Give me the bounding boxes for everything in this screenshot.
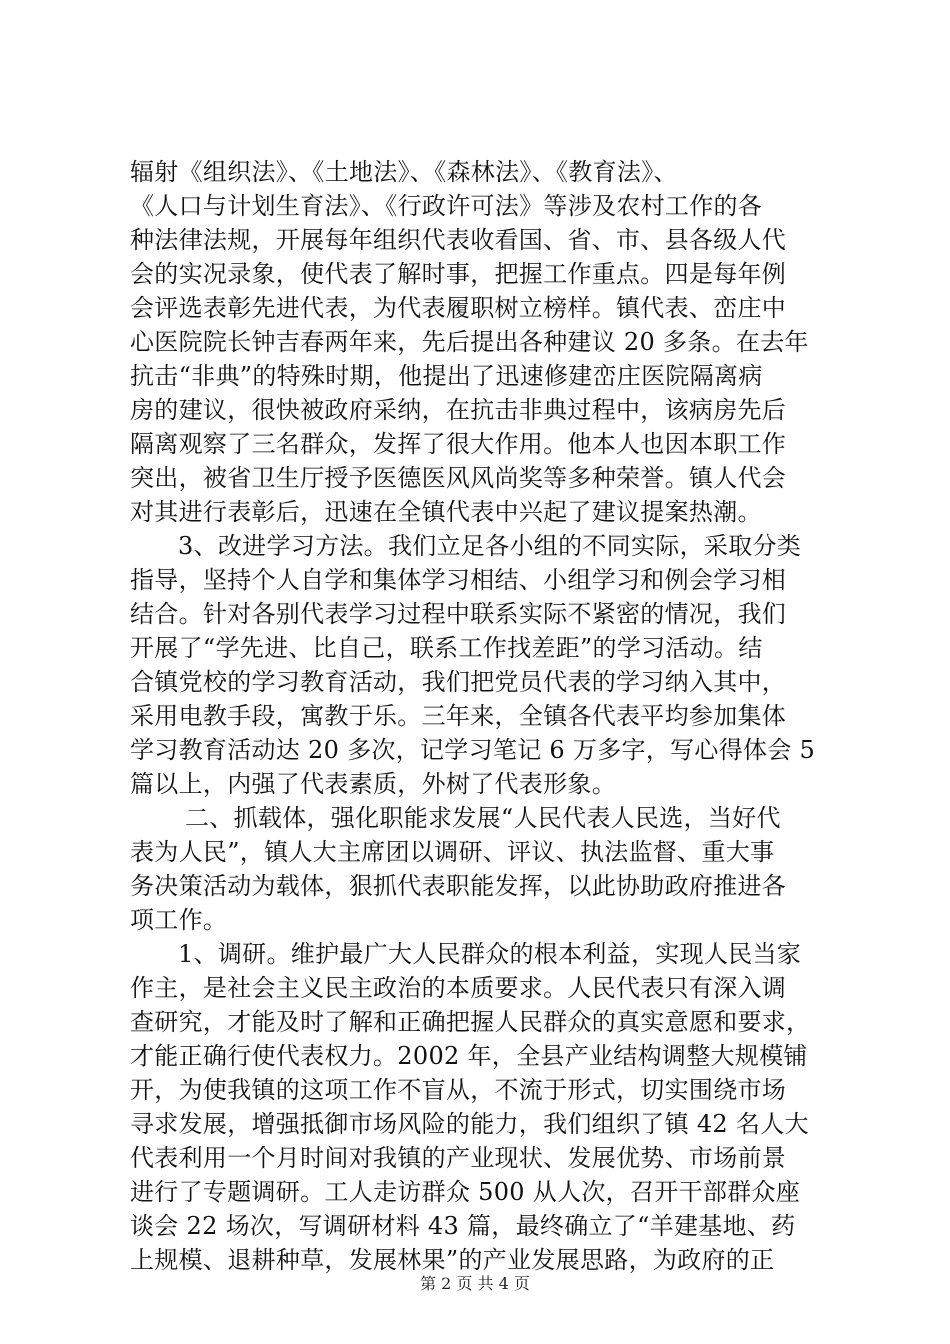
body-text-line: 隔离观察了三名群众，发挥了很大作用。他本人也因本职工作 (130, 430, 787, 458)
body-text-line: 进行了专题调研。工人走访群众 500 从人次，召开干部群众座 (130, 1178, 801, 1206)
body-text-line: 突出，被省卫生厅授予医德医风风尚奖等多种荣誉。镇人代会 (130, 464, 787, 492)
body-text-line: 会的实况录象，使代表了解时事，把握工作重点。四是每年例 (130, 260, 787, 288)
body-text-line: 代表利用一个月时间对我镇的产业现状、发展优势、市场前景 (130, 1144, 787, 1172)
page-number-footer: 第 2 页 共 4 页 (420, 1274, 530, 1293)
body-text-line: 学习教育活动达 20 多次，记学习笔记 6 万多字，写心得体会 5 (130, 736, 816, 764)
body-text-line: 表为人民”，镇人大主席团以调研、评议、执法监督、重大事 (130, 838, 775, 866)
body-text-line: 抗击“非典”的特殊时期，他提出了迅速修建峦庄医院隔离病 (130, 362, 763, 390)
body-text-line: 结合。针对各别代表学习过程中联系实际不紧密的情况，我们 (130, 600, 787, 628)
body-text-line: 种法律法规，开展每年组织代表收看国、省、市、县各级人代 (130, 226, 787, 254)
body-text-line: 辐射《组织法》、《土地法》、《森林法》、《教育法》、 (130, 158, 678, 186)
body-text-line: 谈会 22 场次，写调研材料 43 篇，最终确立了“羊建基地、药 (130, 1212, 796, 1240)
body-text-line: 房的建议，很快被政府采纳，在抗击非典过程中，该病房先后 (130, 396, 787, 424)
body-text-line: 采用电教手段，寓教于乐。三年来，全镇各代表平均参加集体 (130, 702, 787, 730)
body-text-line: 篇以上，内强了代表素质，外树了代表形象。 (130, 770, 616, 798)
body-text-line: 作主，是社会主义民主政治的本质要求。人民代表只有深入调 (130, 974, 787, 1002)
body-text-line: 开，为使我镇的这项工作不盲从，不流于形式，切实围绕市场 (130, 1076, 787, 1104)
body-text-line: 指导，坚持个人自学和集体学习相结、小组学习和例会学习相 (130, 566, 787, 594)
body-text-line: 务决策活动为载体，狠抓代表职能发挥，以此协助政府推进各 (130, 872, 787, 900)
paragraph-first-line: 1、调研。维护最广大人民群众的根本利益，实现人民当家 (178, 940, 802, 968)
body-text-line: 上规模、退耕种草，发展林果”的产业发展思路，为政府的正 (130, 1246, 775, 1274)
body-text-line: 项工作。 (130, 906, 228, 934)
body-text-line: 查研究，才能及时了解和正确把握人民群众的真实意愿和要求， (130, 1008, 811, 1036)
body-text-line: 心医院院长钟吉春两年来，先后提出各种建议 20 多条。在去年 (130, 328, 809, 356)
body-text-line: 对其进行表彰后，迅速在全镇代表中兴起了建议提案热潮。 (130, 498, 762, 526)
body-text-line: 《人口与计划生育法》、《行政许可法》等涉及农村工作的各 (130, 192, 763, 220)
paragraph-first-line: 3、改进学习方法。我们立足各小组的不同实际，采取分类 (178, 532, 802, 560)
section-heading-line: 二、抓载体，强化职能求发展“人民代表人民选，当好代 (185, 804, 781, 832)
body-text-line: 寻求发展，增强抵御市场风险的能力，我们组织了镇 42 名人大 (130, 1110, 809, 1138)
body-text-line: 会评选表彰先进代表，为代表履职树立榜样。镇代表、峦庄中 (130, 294, 787, 322)
body-text-line: 开展了“学先进、比自己，联系工作找差距”的学习活动。结 (130, 634, 763, 662)
body-text-line: 才能正确行使代表权力。2002 年，全县产业结构调整大规模铺 (130, 1042, 808, 1070)
body-text-line: 合镇党校的学习教育活动，我们把党员代表的学习纳入其中， (130, 668, 787, 696)
